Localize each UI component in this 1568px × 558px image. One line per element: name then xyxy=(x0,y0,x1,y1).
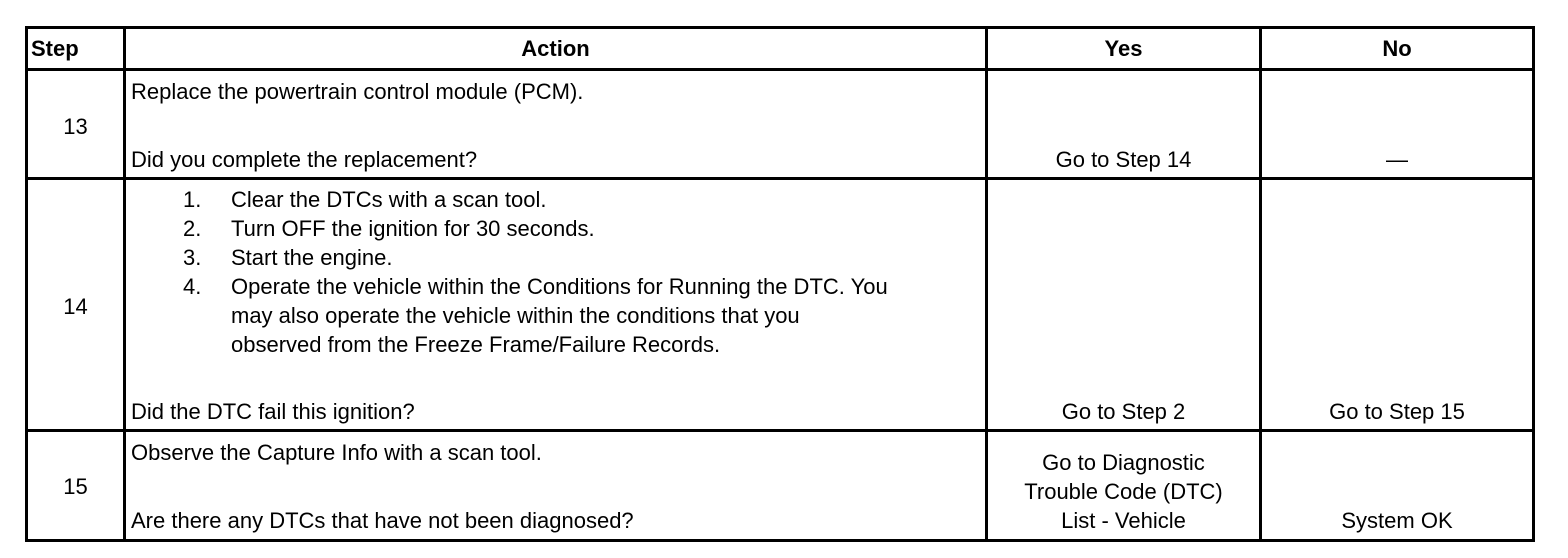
list-item-text: Turn OFF the ignition for 30 seconds. xyxy=(231,216,595,241)
row-divider xyxy=(28,177,1532,180)
action-intro: Replace the powertrain control module (PCM). xyxy=(131,79,584,104)
list-item xyxy=(131,185,888,214)
column-divider xyxy=(123,29,126,539)
yes-result: Go to Step 14 xyxy=(1055,147,1192,172)
list-item-text: observed from the Freeze Frame/Failure Records. xyxy=(231,332,721,357)
header-yes: Yes xyxy=(1104,36,1143,61)
yes-result-line: List - Vehicle xyxy=(1061,508,1186,533)
step-number: 15 xyxy=(63,474,88,499)
action-question: Did you complete the replacement? xyxy=(131,147,478,172)
list-item-number: 1. xyxy=(183,187,202,212)
row-divider xyxy=(28,429,1532,432)
header-action: Action xyxy=(521,36,590,61)
diagnostic-table xyxy=(25,26,1535,542)
list-item-text: Start the engine. xyxy=(231,245,393,270)
list-item xyxy=(131,243,888,272)
no-result: System OK xyxy=(1341,508,1453,533)
list-item-number: 2. xyxy=(183,216,202,241)
list-item-text: may also operate the vehicle within the conditions that you xyxy=(231,303,800,328)
step-number: 13 xyxy=(63,114,88,139)
list-item-number: 4. xyxy=(183,274,202,299)
yes-result-line: Go to Diagnostic xyxy=(1042,450,1205,475)
action-steps-list xyxy=(131,185,888,359)
header-no: No xyxy=(1382,36,1412,61)
column-divider xyxy=(1259,29,1262,539)
list-item xyxy=(131,272,888,359)
list-item xyxy=(131,214,888,243)
header-step: Step xyxy=(31,36,79,61)
action-intro: Observe the Capture Info with a scan tool. xyxy=(131,440,542,465)
no-result: Go to Step 15 xyxy=(1329,399,1465,424)
list-item-text: Operate the vehicle within the Conditions for Running the DTC. You xyxy=(231,274,888,299)
no-result: — xyxy=(1386,147,1408,172)
yes-result-line: Trouble Code (DTC) xyxy=(1024,479,1223,504)
list-item-number: 3. xyxy=(183,245,202,270)
yes-result: Go to Step 2 xyxy=(1061,399,1186,424)
yes-result xyxy=(988,448,1259,535)
list-item-text: Clear the DTCs with a scan tool. xyxy=(231,187,547,212)
action-question: Did the DTC fail this ignition? xyxy=(131,399,415,424)
step-number: 14 xyxy=(63,294,88,319)
action-question: Are there any DTCs that have not been diagnosed? xyxy=(131,508,634,533)
